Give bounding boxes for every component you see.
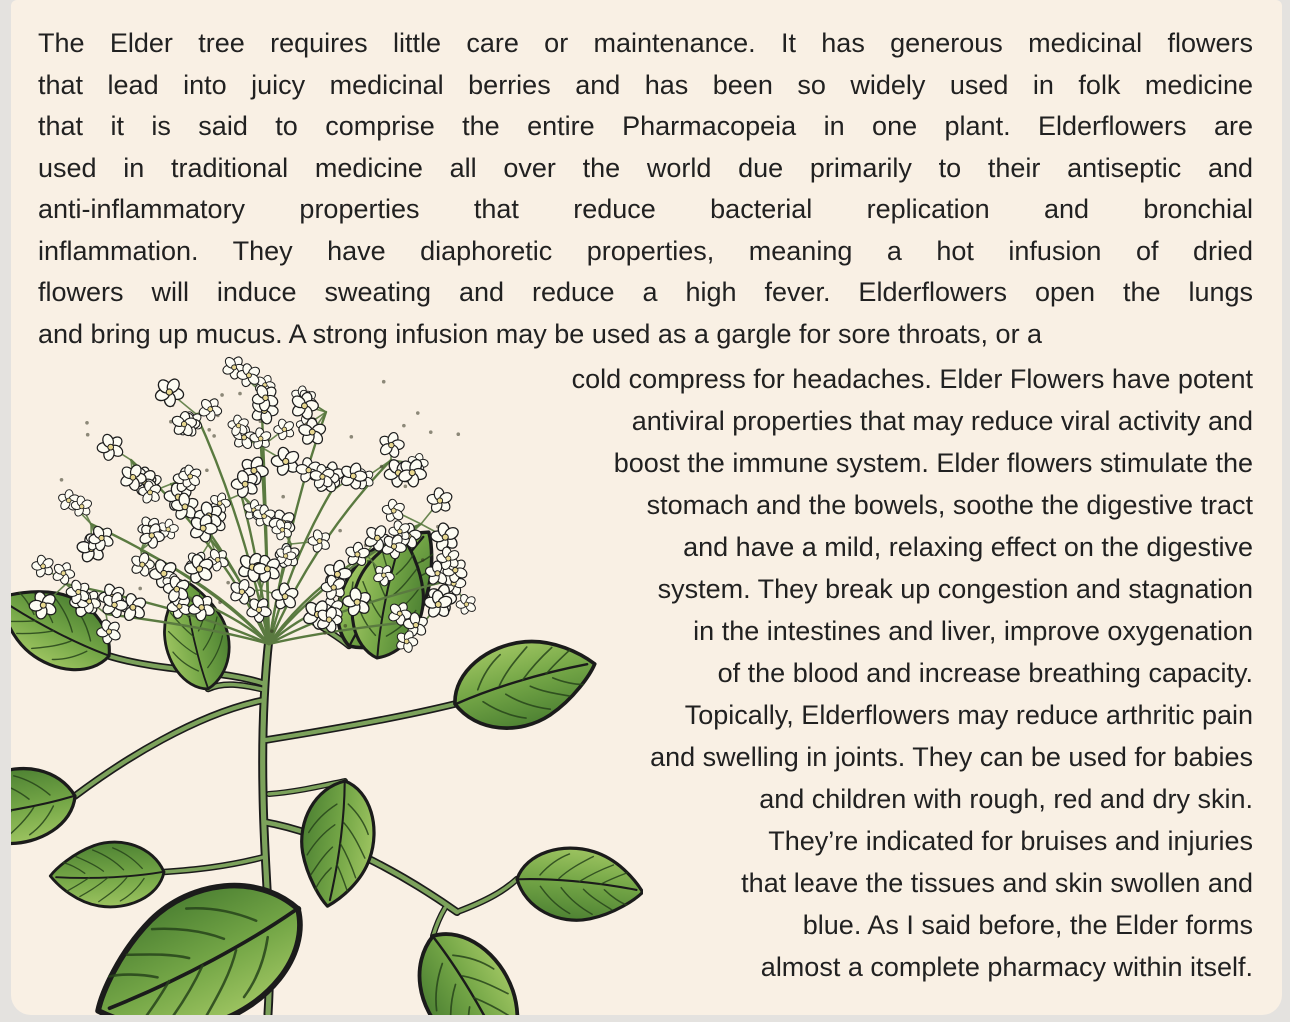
text-line: and children with rough, red and dry skin. bbox=[759, 784, 1253, 814]
text-line: almost a complete pharmacy within itself. bbox=[760, 952, 1253, 982]
text-line: The Elder tree requires little care or maintenance. It has generous medicinal flowers bbox=[38, 28, 1253, 58]
text-line: Topically, Elderflowers may reduce arthritic pain bbox=[684, 700, 1253, 730]
text-line: blue. As I said before, the Elder forms bbox=[802, 910, 1253, 940]
text-line: system. They break up congestion and stagnation bbox=[657, 574, 1253, 604]
text-line: that it is said to comprise the entire Pharmacopeia in one plant. Elderflowers are bbox=[38, 111, 1253, 141]
text-line: antiviral properties that may reduce viral activity and bbox=[631, 406, 1253, 436]
paragraph-wrapped bbox=[311, 358, 1253, 988]
text-line: They’re indicated for bruises and injuries bbox=[768, 826, 1253, 856]
paragraph-top bbox=[38, 23, 1253, 355]
text-line: stomach and the bowels, soothe the digestive tract bbox=[646, 490, 1253, 520]
text-line: that leave the tissues and skin swollen and bbox=[741, 868, 1253, 898]
text-line: boost the immune system. Elder flowers stimulate the bbox=[613, 448, 1253, 478]
text-line: in the intestines and liver, improve oxygenation bbox=[693, 616, 1253, 646]
text-line: that lead into juicy medicinal berries and has been so widely used in folk medicine bbox=[38, 69, 1253, 100]
document-card bbox=[11, 0, 1282, 1015]
text-line: flowers will induce sweating and reduce a high fever. Elderflowers open the lungs bbox=[38, 277, 1253, 307]
text-line: used in traditional medicine all over the world due primarily to their antiseptic and bbox=[38, 152, 1253, 183]
text-line: inflammation. They have diaphoretic properties, meaning a hot infusion of dried bbox=[38, 235, 1253, 266]
text-line: and swelling in joints. They can be used for babies bbox=[650, 742, 1253, 772]
text-line: anti-inflammatory properties that reduce bacterial replication and bronchial bbox=[38, 194, 1253, 224]
text-line: and bring up mucus. A strong infusion may be used as a gargle for sore throats, or a bbox=[38, 318, 1043, 349]
text-line: and have a mild, relaxing effect on the digestive bbox=[683, 532, 1253, 562]
text-line: of the blood and increase breathing capacity. bbox=[717, 658, 1253, 688]
text-line: cold compress for headaches. Elder Flowers have potent bbox=[571, 364, 1253, 394]
